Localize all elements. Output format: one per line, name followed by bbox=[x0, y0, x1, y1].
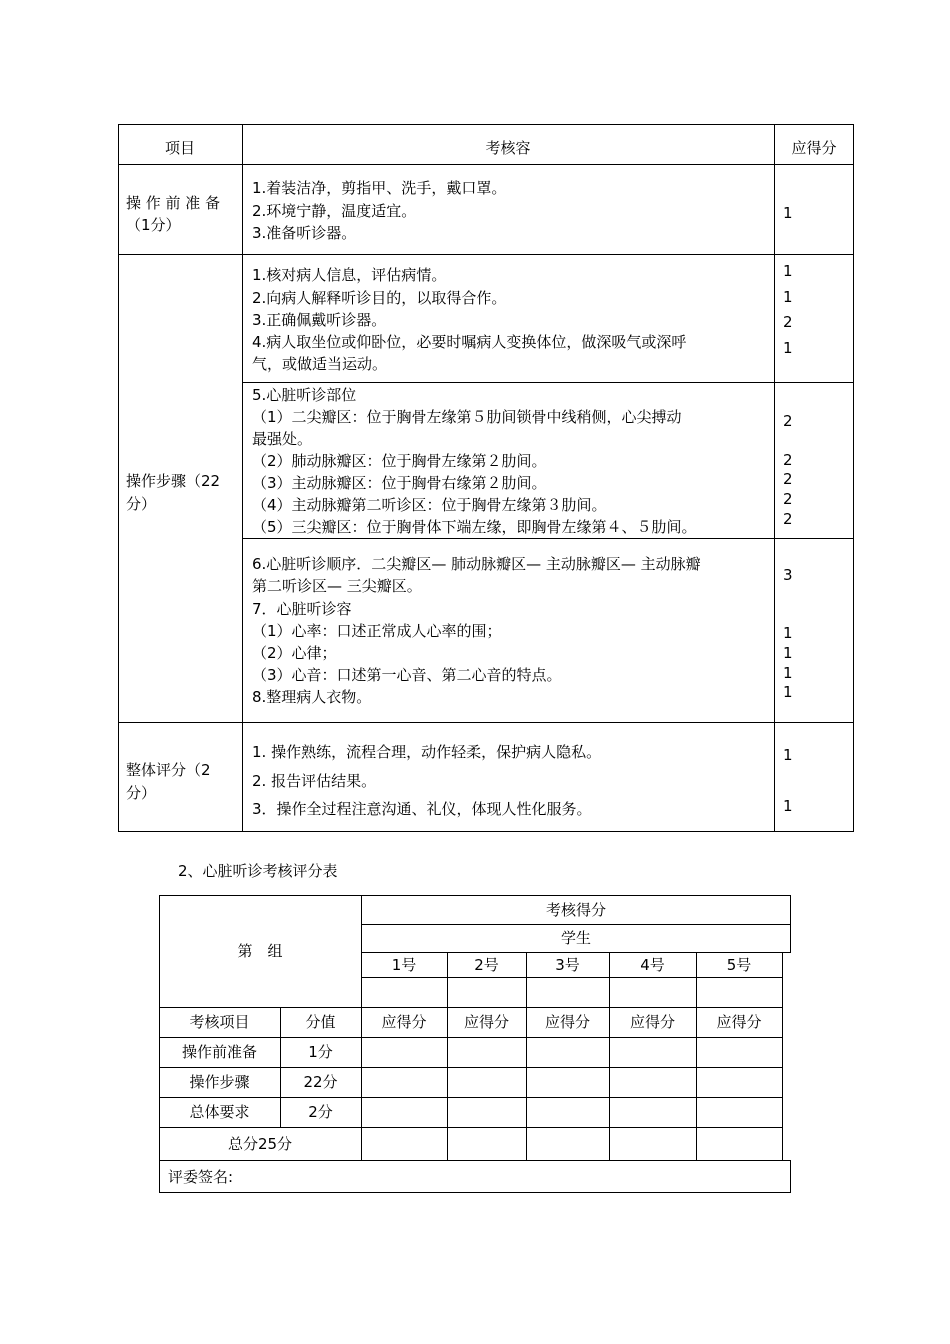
content-line: 最强处。 bbox=[252, 430, 313, 448]
score-value: 1 bbox=[783, 288, 793, 306]
score-value: 1 bbox=[783, 746, 793, 764]
content-line: （2）心律； bbox=[252, 644, 337, 662]
table-border bbox=[782, 952, 783, 1161]
table-border bbox=[242, 538, 854, 539]
table-border bbox=[118, 831, 854, 832]
table-border bbox=[361, 952, 791, 953]
content-line: （1）心率：口述正常成人心率的围； bbox=[252, 622, 502, 640]
row-value: 1分 bbox=[308, 1043, 333, 1061]
score-value: 2 bbox=[783, 412, 793, 430]
col-item-header: 考核项目 bbox=[189, 1013, 250, 1031]
student-header: 学生 bbox=[560, 929, 591, 947]
student-number: 5号 bbox=[726, 956, 752, 974]
content-line: 8.整理病人衣物。 bbox=[252, 688, 372, 706]
table-border bbox=[447, 952, 448, 1161]
total-label: 总分25分 bbox=[227, 1135, 293, 1153]
table-border bbox=[361, 977, 782, 978]
table-border bbox=[159, 895, 791, 896]
section-item-label: 操 作 前 准 备 bbox=[126, 194, 221, 212]
section-item-label: 分） bbox=[126, 784, 157, 802]
row-item: 总体要求 bbox=[189, 1103, 250, 1121]
table-border bbox=[609, 952, 610, 1161]
section-item-label: 分） bbox=[126, 495, 157, 513]
table-caption: 2、心脏听诊考核评分表 bbox=[178, 862, 338, 880]
table-border bbox=[361, 924, 791, 925]
table-border bbox=[118, 124, 119, 832]
content-line: 3.正确佩戴听诊器。 bbox=[252, 311, 387, 329]
content-line: 1.着装洁净，剪指甲、洗手，戴口罩。 bbox=[252, 179, 507, 197]
content-line: （1）二尖瓣区：位于胸骨左缘第５肋间锁骨中线稍侧，心尖搏动 bbox=[252, 408, 682, 426]
col-score-header: 应得分 bbox=[381, 1013, 427, 1031]
table-border bbox=[526, 952, 527, 1161]
table-border bbox=[159, 1127, 782, 1128]
content-line: 6.心脏听诊顺序．二尖瓣区— 肺动脉瓣区— 主动脉瓣区— 主动脉瓣 bbox=[252, 555, 701, 573]
col-score-header: 应得分 bbox=[544, 1013, 590, 1031]
score-value: 1 bbox=[783, 683, 793, 701]
table-border bbox=[159, 1037, 782, 1038]
content-line: 7．心脏听诊容 bbox=[252, 600, 352, 618]
content-line: 2. 报告评估结果。 bbox=[252, 772, 377, 790]
col-score-header: 应得分 bbox=[716, 1013, 762, 1031]
content-line: 1. 操作熟练，流程合理，动作轻柔，保护病人隐私。 bbox=[252, 743, 602, 761]
header-score: 应得分 bbox=[791, 139, 837, 157]
content-line: （4）主动脉瓣第二听诊区：位于胸骨左缘第３肋间。 bbox=[252, 496, 607, 514]
student-number: 3号 bbox=[555, 956, 580, 974]
score-value: 2 bbox=[783, 470, 793, 488]
row-value: 22分 bbox=[303, 1073, 338, 1091]
header-item: 项目 bbox=[164, 139, 195, 157]
score-value: 1 bbox=[783, 339, 793, 357]
content-line: 第二听诊区— 三尖瓣区。 bbox=[252, 577, 422, 595]
table-border bbox=[242, 382, 854, 383]
row-value: 2分 bbox=[308, 1103, 333, 1121]
score-value: 1 bbox=[783, 797, 793, 815]
content-line: 3.准备听诊器。 bbox=[252, 224, 357, 242]
student-number: 1号 bbox=[391, 956, 417, 974]
table-border bbox=[118, 124, 854, 125]
table-border bbox=[159, 1067, 782, 1068]
col-value-header: 分值 bbox=[305, 1013, 336, 1031]
score-value: 3 bbox=[783, 566, 793, 584]
content-line: （2）肺动脉瓣区：位于胸骨左缘第２肋间。 bbox=[252, 452, 547, 470]
score-value: 1 bbox=[783, 262, 793, 280]
section-item-label: 整体评分（2 bbox=[126, 761, 211, 779]
score-value: 1 bbox=[783, 644, 793, 662]
col-score-header: 应得分 bbox=[463, 1013, 509, 1031]
table-border bbox=[159, 1007, 782, 1008]
table-border bbox=[159, 1192, 791, 1193]
content-line: 3．操作全过程注意沟通、礼仪，体现人性化服务。 bbox=[252, 800, 592, 818]
content-line: 气，或做适当运动。 bbox=[252, 355, 388, 373]
score-value: 2 bbox=[783, 490, 793, 508]
col-score-header: 应得分 bbox=[629, 1013, 675, 1031]
content-line: 2.环境宁静，温度适宜。 bbox=[252, 202, 417, 220]
table-border bbox=[159, 1097, 782, 1098]
student-number: 4号 bbox=[640, 956, 665, 974]
content-line: 5.心脏听诊部位 bbox=[252, 386, 357, 404]
score-value: 2 bbox=[783, 313, 793, 331]
row-item: 操作前准备 bbox=[181, 1043, 257, 1061]
score-value: 1 bbox=[783, 204, 793, 222]
score-value: 2 bbox=[783, 451, 793, 469]
table-border bbox=[696, 952, 697, 1161]
row-item: 操作步骤 bbox=[189, 1073, 250, 1091]
table-border bbox=[774, 124, 775, 832]
score-header: 考核得分 bbox=[545, 901, 606, 919]
section-item-label: 操作步骤（22 bbox=[126, 472, 221, 490]
table-border bbox=[118, 164, 854, 165]
table-border bbox=[118, 254, 854, 255]
content-line: 2.向病人解释听诊目的，以取得合作。 bbox=[252, 289, 507, 307]
content-line: （3）心音：口述第一心音、第二心音的特点。 bbox=[252, 666, 562, 684]
table-border bbox=[242, 124, 243, 832]
content-line: （5）三尖瓣区：位于胸骨体下端左缘，即胸骨左缘第４、５肋间。 bbox=[252, 518, 697, 536]
score-value: 1 bbox=[783, 624, 793, 642]
table-border bbox=[118, 722, 854, 723]
signature-label: 评委签名: bbox=[168, 1168, 234, 1186]
section-item-label: （1分） bbox=[126, 216, 181, 234]
content-line: （3）主动脉瓣区：位于胸骨右缘第２肋间。 bbox=[252, 474, 547, 492]
content-line: 4.病人取坐位或仰卧位，必要时嘱病人变换体位，做深吸气或深呼 bbox=[252, 333, 687, 351]
score-value: 2 bbox=[783, 510, 793, 528]
group-label: 第 组 bbox=[237, 942, 283, 960]
score-value: 1 bbox=[783, 664, 793, 682]
content-line: 1.核对病人信息，评估病情。 bbox=[252, 266, 447, 284]
student-number: 2号 bbox=[474, 956, 499, 974]
table-border bbox=[790, 1160, 791, 1193]
header-content: 考核容 bbox=[485, 139, 531, 157]
table-border bbox=[853, 124, 854, 832]
